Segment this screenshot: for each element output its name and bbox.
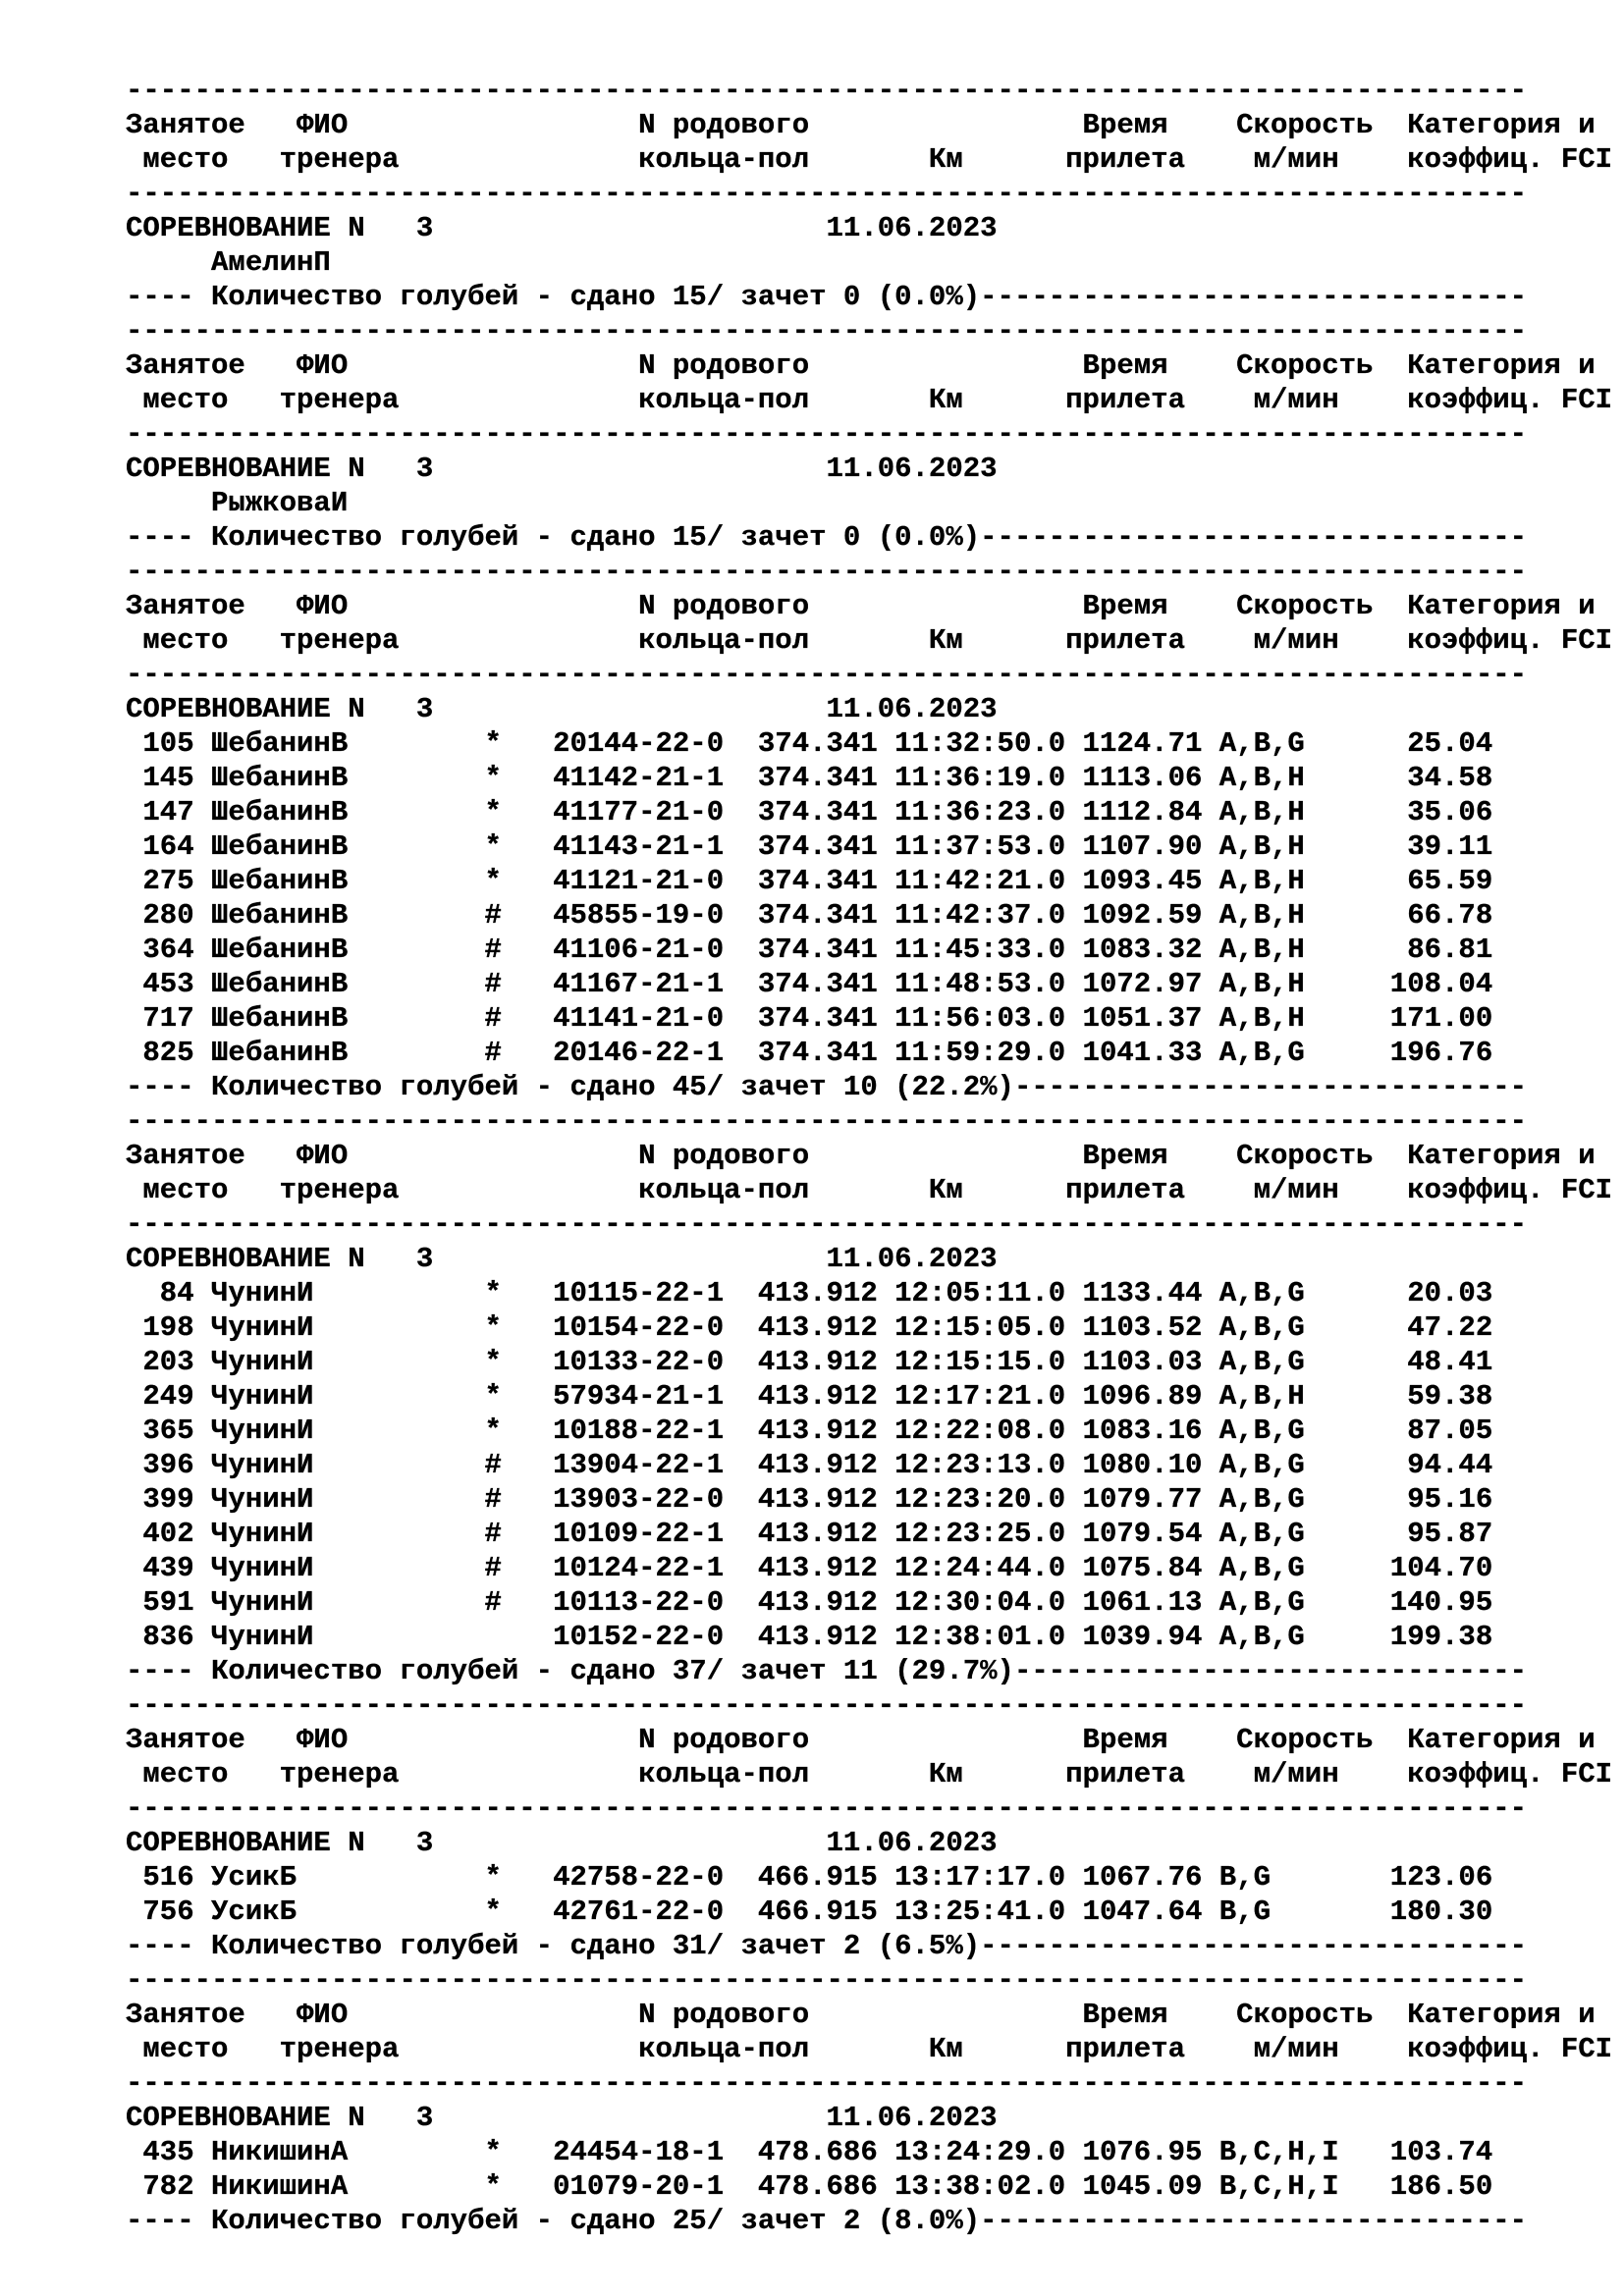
result-row: 147 ШебанинВ * 41177-21-0 374.341 11:36:23.0 1112.84 A,B,H 35.06 [126, 796, 1493, 828]
result-row: 453 ШебанинВ # 41167-21-1 374.341 11:48:53.0 1072.97 A,B,H 108.04 [126, 968, 1493, 1000]
result-row: 249 ЧунинИ * 57934-21-1 413.912 12:17:21.0 1096.89 A,B,H 59.38 [126, 1380, 1493, 1413]
table-header-line: Занятое ФИО N родового Время Скорость Категория и [126, 109, 1596, 141]
table-header-line: Занятое ФИО N родового Время Скорость Категория и [126, 1999, 1596, 2031]
table-header-line: место тренера кольца-пол Км прилета м/мин коэффиц. FCI [126, 1758, 1613, 1790]
table-header-line: Занятое ФИО N родового Время Скорость Категория и [126, 590, 1596, 622]
separator-line: ---------------------------------------------------------------------------------- [126, 1105, 1528, 1138]
result-row: 203 ЧунинИ * 10133-22-0 413.912 12:15:15.0 1103.03 A,B,G 48.41 [126, 1346, 1493, 1378]
result-row: 402 ЧунинИ # 10109-22-1 413.912 12:23:25.0 1079.54 A,B,G 95.87 [126, 1518, 1493, 1550]
result-row: 396 ЧунинИ # 13904-22-1 413.912 12:23:13.0 1080.10 A,B,G 94.44 [126, 1449, 1493, 1481]
separator-line: ---------------------------------------------------------------------------------- [126, 1792, 1528, 1825]
result-row: 145 ШебанинВ * 41142-21-1 374.341 11:36:19.0 1113.06 A,B,H 34.58 [126, 762, 1493, 794]
competition-line: СОРЕВНОВАНИЕ N 3 11.06.2023 [126, 212, 998, 244]
separator-line: ---------------------------------------------------------------------------------- [126, 2067, 1528, 2100]
separator-line: ---------------------------------------------------------------------------------- [126, 659, 1528, 691]
result-row: 516 УсикБ * 42758-22-0 466.915 13:17:17.0 1067.76 B,G 123.06 [126, 1861, 1493, 1894]
trainer-name-line: АмелинП [126, 246, 331, 279]
result-row: 198 ЧунинИ * 10154-22-0 413.912 12:15:05.0 1103.52 A,B,G 47.22 [126, 1311, 1493, 1344]
table-header-line: место тренера кольца-пол Км прилета м/мин коэффиц. FCI [126, 143, 1613, 176]
table-header-line: место тренера кольца-пол Км прилета м/мин коэффиц. FCI [126, 2033, 1613, 2065]
separator-line: ---------------------------------------------------------------------------------- [126, 556, 1528, 588]
summary-line: ---- Количество голубей - сдано 31/ зачет 2 (6.5%)-------------------------------- [126, 1930, 1528, 1962]
table-header-line: Занятое ФИО N родового Время Скорость Категория и [126, 1724, 1596, 1756]
result-row: 280 ШебанинВ # 45855-19-0 374.341 11:42:37.0 1092.59 A,B,H 66.78 [126, 899, 1493, 932]
summary-line: ---- Количество голубей - сдано 45/ зачет 10 (22.2%)------------------------------ [126, 1071, 1528, 1103]
competition-line: СОРЕВНОВАНИЕ N 3 11.06.2023 [126, 453, 998, 485]
trainer-name-line: РыжковаИ [126, 487, 349, 519]
result-row: 591 ЧунинИ # 10113-22-0 413.912 12:30:04.0 1061.13 A,B,G 140.95 [126, 1586, 1493, 1619]
separator-line: ---------------------------------------------------------------------------------- [126, 1208, 1528, 1241]
competition-line: СОРЕВНОВАНИЕ N 3 11.06.2023 [126, 2102, 998, 2134]
summary-line: ---- Количество голубей - сдано 37/ зачет 11 (29.7%)------------------------------ [126, 1655, 1528, 1687]
table-header-line: место тренера кольца-пол Км прилета м/мин коэффиц. FCI [126, 1174, 1613, 1206]
summary-line: ---- Количество голубей - сдано 15/ зачет 0 (0.0%)-------------------------------- [126, 521, 1528, 554]
competition-line: СОРЕВНОВАНИЕ N 3 11.06.2023 [126, 693, 998, 725]
results-document [126, 74, 1613, 2238]
summary-line: ---- Количество голубей - сдано 25/ зачет 2 (8.0%)-------------------------------- [126, 2205, 1528, 2237]
result-row: 825 ШебанинВ # 20146-22-1 374.341 11:59:29.0 1041.33 A,B,G 196.76 [126, 1037, 1493, 1069]
result-row: 399 ЧунинИ # 13903-22-0 413.912 12:23:20.0 1079.77 A,B,G 95.16 [126, 1483, 1493, 1516]
result-row: 439 ЧунинИ # 10124-22-1 413.912 12:24:44.0 1075.84 A,B,G 104.70 [126, 1552, 1493, 1584]
table-header-line: место тренера кольца-пол Км прилета м/мин коэффиц. FCI [126, 384, 1613, 416]
summary-line: ---- Количество голубей - сдано 15/ зачет 0 (0.0%)-------------------------------- [126, 281, 1528, 313]
result-row: 105 ШебанинВ * 20144-22-0 374.341 11:32:50.0 1124.71 A,B,G 25.04 [126, 727, 1493, 760]
result-row: 836 ЧунинИ 10152-22-0 413.912 12:38:01.0 1039.94 A,B,G 199.38 [126, 1621, 1493, 1653]
result-row: 717 ШебанинВ # 41141-21-0 374.341 11:56:03.0 1051.37 A,B,H 171.00 [126, 1002, 1493, 1035]
separator-line: ---------------------------------------------------------------------------------- [126, 315, 1528, 347]
table-header-line: Занятое ФИО N родового Время Скорость Категория и [126, 1140, 1596, 1172]
result-row: 756 УсикБ * 42761-22-0 466.915 13:25:41.0 1047.64 B,G 180.30 [126, 1896, 1493, 1928]
result-row: 782 НикишинА * 01079-20-1 478.686 13:38:02.0 1045.09 B,C,H,I 186.50 [126, 2170, 1493, 2203]
separator-line: ---------------------------------------------------------------------------------- [126, 178, 1528, 210]
separator-line: ---------------------------------------------------------------------------------- [126, 1964, 1528, 1997]
result-row: 164 ШебанинВ * 41143-21-1 374.341 11:37:53.0 1107.90 A,B,H 39.11 [126, 830, 1493, 863]
separator-line: ---------------------------------------------------------------------------------- [126, 1689, 1528, 1722]
result-row: 435 НикишинА * 24454-18-1 478.686 13:24:29.0 1076.95 B,C,H,I 103.74 [126, 2136, 1493, 2168]
result-row: 275 ШебанинВ * 41121-21-0 374.341 11:42:21.0 1093.45 A,B,H 65.59 [126, 865, 1493, 897]
table-header-line: место тренера кольца-пол Км прилета м/мин коэффиц. FCI [126, 624, 1613, 657]
table-header-line: Занятое ФИО N родового Время Скорость Категория и [126, 349, 1596, 382]
result-row: 84 ЧунинИ * 10115-22-1 413.912 12:05:11.0 1133.44 A,B,G 20.03 [126, 1277, 1493, 1309]
separator-line: ---------------------------------------------------------------------------------- [126, 75, 1528, 107]
competition-line: СОРЕВНОВАНИЕ N 3 11.06.2023 [126, 1243, 998, 1275]
result-row: 365 ЧунинИ * 10188-22-1 413.912 12:22:08.0 1083.16 A,B,G 87.05 [126, 1415, 1493, 1447]
separator-line: ---------------------------------------------------------------------------------- [126, 418, 1528, 451]
competition-line: СОРЕВНОВАНИЕ N 3 11.06.2023 [126, 1827, 998, 1859]
result-row: 364 ШебанинВ # 41106-21-0 374.341 11:45:33.0 1083.32 A,B,H 86.81 [126, 934, 1493, 966]
